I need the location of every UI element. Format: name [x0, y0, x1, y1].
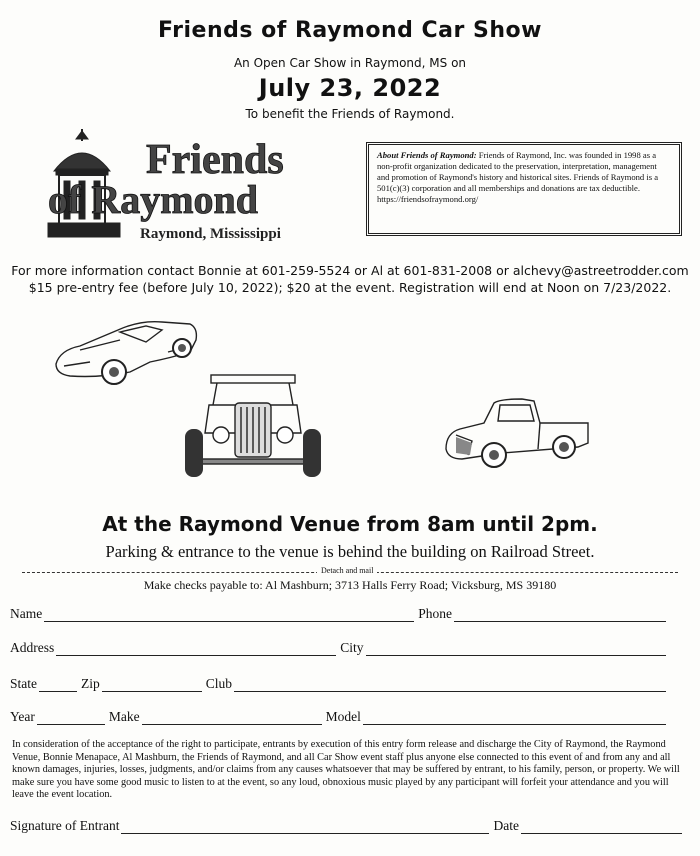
address-field[interactable]	[56, 642, 336, 656]
make-label: Make	[108, 709, 140, 724]
checks-payable-line: Make checks payable to: Al Mashburn; 3713 Halls Ferry Road; Vicksburg, MS 39180	[143, 578, 557, 592]
event-subtitle: An Open Car Show in Raymond, MS on	[233, 56, 467, 70]
logo-word-of-raymond: of Raymond	[48, 177, 259, 222]
zip-field[interactable]	[102, 678, 202, 692]
about-box	[366, 142, 682, 236]
hot-rod-illustration	[183, 373, 323, 483]
form-row-address	[10, 638, 670, 656]
signature-field[interactable]	[121, 820, 489, 834]
signature-label: Signature of Entrant	[10, 818, 120, 833]
benefit-line: To benefit the Friends of Raymond.	[245, 107, 455, 121]
form-row-name	[10, 604, 670, 622]
city-label: City	[340, 640, 364, 655]
sports-car-illustration	[50, 312, 200, 390]
flyer-title: Friends of Raymond Car Show	[158, 18, 542, 43]
name-label: Name	[10, 606, 43, 621]
state-label: State	[10, 676, 37, 691]
model-label: Model	[325, 709, 361, 724]
model-field[interactable]	[363, 711, 666, 725]
pickup-truck-illustration	[442, 397, 592, 479]
detach-label: Detach and mail	[317, 566, 377, 575]
friends-of-raymond-logo	[42, 125, 342, 245]
fee-line: $15 pre-entry fee (before July 10, 2022); $20 at the event. Registration will end at Noon on 7/23/2022.	[28, 280, 672, 295]
year-field[interactable]	[37, 711, 105, 725]
city-field[interactable]	[366, 642, 666, 656]
phone-field[interactable]	[454, 608, 666, 622]
venue-headline: At the Raymond Venue from 8am until 2pm.	[102, 512, 598, 536]
state-field[interactable]	[39, 678, 77, 692]
make-field[interactable]	[142, 711, 322, 725]
logo-word-friends: Friends	[146, 137, 284, 183]
address-label: Address	[10, 640, 55, 655]
name-field[interactable]	[44, 608, 414, 622]
detach-divider	[22, 567, 678, 577]
club-label: Club	[205, 676, 233, 691]
date-field[interactable]	[521, 820, 682, 834]
club-field[interactable]	[234, 678, 666, 692]
contact-line: For more information contact Bonnie at 601-259-5524 or Al at 601-831-2008 or alchevy@astreetrodder.com	[11, 263, 689, 278]
form-row-state	[10, 674, 670, 692]
form-row-signature	[10, 816, 686, 834]
year-label: Year	[10, 709, 35, 724]
about-lead: About Friends of Raymond:	[377, 150, 477, 160]
zip-label: Zip	[81, 676, 100, 691]
date-label: Date	[493, 818, 519, 833]
release-waiver-text: In consideration of the acceptance of the right to participate, entrants by execution of this entry form release and discharge the City of Raymond, the Raymond Venue, Bonnie Menapace, Al Mashburn, the Friends of Raymond, and all Car Show event staff plus anyone else connected to this event of and from any and all known damages, injuries, losses, judgments, and/or claims from any causes whatsoever that may be suffered by entrant, to his family, person, or property. We will make sure you have some good music to listen to at the event, so any loud, obnoxious music played by any participant will forfeit your attendance and you will leave the event location.	[12, 739, 680, 800]
info-block	[0, 262, 700, 296]
about-text: Friends of Raymond, Inc. was founded in 1998 as a non-profit organization dedicated to the preservation, interpretation, management and promotion of Raymond's history and historical sites. Friends of Raymond is a 501(c)(3) corporation and all memberships and donations are tax deductible. https://friendsofraymond.org/	[377, 150, 659, 204]
parking-note: Parking & entrance to the venue is behind the building on Railroad Street.	[105, 542, 595, 561]
phone-label: Phone	[418, 606, 452, 621]
form-row-vehicle	[10, 707, 670, 725]
logo-location: Raymond, Mississippi	[140, 226, 281, 242]
event-date: July 23, 2022	[258, 74, 442, 102]
